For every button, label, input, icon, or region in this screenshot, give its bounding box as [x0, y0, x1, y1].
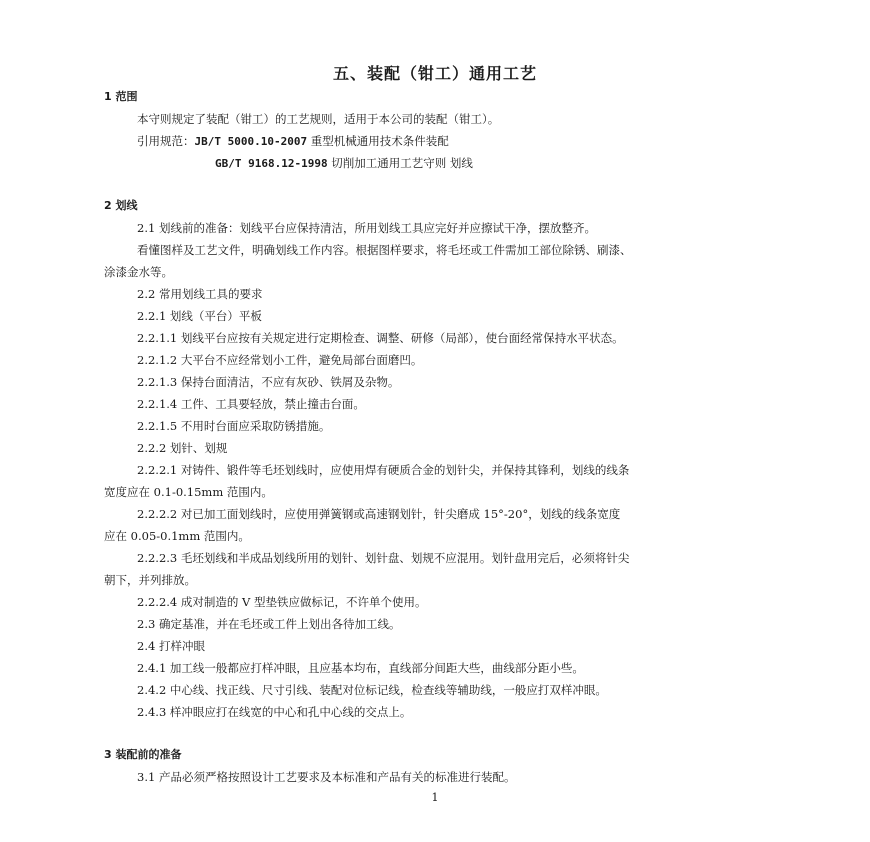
reference-1-code: JB/T 5000.10-2007 [194, 135, 308, 148]
paragraph-line: 2.2.2 划针、划规 [137, 441, 228, 455]
paragraph-line: 2.4.1 加工线一般都应打样冲眼，且应基本均布，直线部分间距大些，曲线部分距小些。 [137, 661, 584, 675]
paragraph-line: 2.4 打样冲眼 [137, 639, 205, 653]
paragraph-line: 2.4.3 样冲眼应打在线宽的中心和孔中心线的交点上。 [137, 705, 412, 719]
paragraph-line: 2.2.2.4 成对制造的 V 型垫铁应做标记，不许单个使用。 [137, 595, 427, 609]
paragraph-line: 2.2.1.1 划线平台应按有关规定进行定期检查、调整、研修（局部），使台面经常保持水平状态。 [137, 331, 624, 345]
paragraph-line: 2.2 常用划线工具的要求 [137, 287, 263, 301]
paragraph-line: 看懂图样及工艺文件，明确划线工作内容。根据图样要求，将毛坯或工件需加工部位除锈、刷漆、 [137, 243, 632, 257]
paragraph-line: 2.2.1.3 保持台面清洁，不应有灰砂、铁屑及杂物。 [137, 375, 400, 389]
section-1-text: 本守则规定了装配（钳工）的工艺规则，适用于本公司的装配（钳工）。 [137, 112, 500, 126]
section-1-heading: 1 范围 [104, 90, 138, 103]
reference-label: 引用规范： [137, 134, 195, 148]
paragraph-line: 应在 0.05-0.1mm 范围内。 [104, 529, 250, 543]
paragraph-line: 2.2.1 划线（平台）平板 [137, 309, 262, 323]
page-title: 五、装配（钳工）通用工艺 [332, 64, 537, 83]
paragraph-line: 3.1 产品必须严格按照设计工艺要求及本标准和产品有关的标准进行装配。 [137, 770, 516, 784]
paragraph-line: 2.2.1.5 不用时台面应采取防锈措施。 [137, 419, 331, 433]
reference-1-name: 重型机械通用技术条件装配 [310, 134, 449, 148]
paragraph-line: 2.3 确定基准，并在毛坯或工件上划出各待加工线。 [137, 617, 401, 631]
paragraph-line: 2.2.2.3 毛坯划线和半成品划线所用的划针、划针盘、划规不应混用。划针盘用完后，必须将针尖 [137, 551, 630, 565]
section-2-heading: 2 划线 [104, 199, 138, 212]
paragraph-line: 宽度应在 0.1-0.15mm 范围内。 [104, 485, 273, 499]
paragraph-line: 2.2.1.4 工件、工具要轻放，禁止撞击台面。 [137, 397, 365, 411]
paragraph-line: 2.2.1.2 大平台不应经常划小工件，避免局部台面磨凹。 [137, 353, 423, 367]
paragraph-line: 2.1 划线前的准备：划线平台应保持清洁，所用划线工具应完好并应擦试干净，摆放整齐。 [137, 221, 596, 235]
paragraph-line: 2.4.2 中心线、找正线、尺寸引线、装配对位标记线，检查线等辅助线，一般应打双样冲眼。 [137, 683, 607, 697]
reference-line-2 [215, 156, 473, 171]
paragraph-line: 涂漆金水等。 [104, 265, 173, 279]
paragraph-line: 朝下，并列排放。 [104, 573, 196, 587]
page-number: 1 [431, 791, 439, 804]
reference-line-1 [137, 134, 449, 149]
reference-2-name: 切削加工通用工艺守则 划线 [331, 156, 473, 170]
section-3-heading: 3 装配前的准备 [104, 748, 182, 761]
paragraph-line: 2.2.2.1 对铸件、锻件等毛坯划线时，应使用焊有硬质合金的划针尖，并保持其锋利，划线的线条 [137, 463, 630, 477]
reference-2-code: GB/T 9168.12-1998 [215, 157, 328, 170]
paragraph-line: 2.2.2.2 对已加工面划线时，应使用弹簧钢或高速钢划针，针尖磨成 15°-20°，划线的线条宽度 [137, 507, 621, 521]
